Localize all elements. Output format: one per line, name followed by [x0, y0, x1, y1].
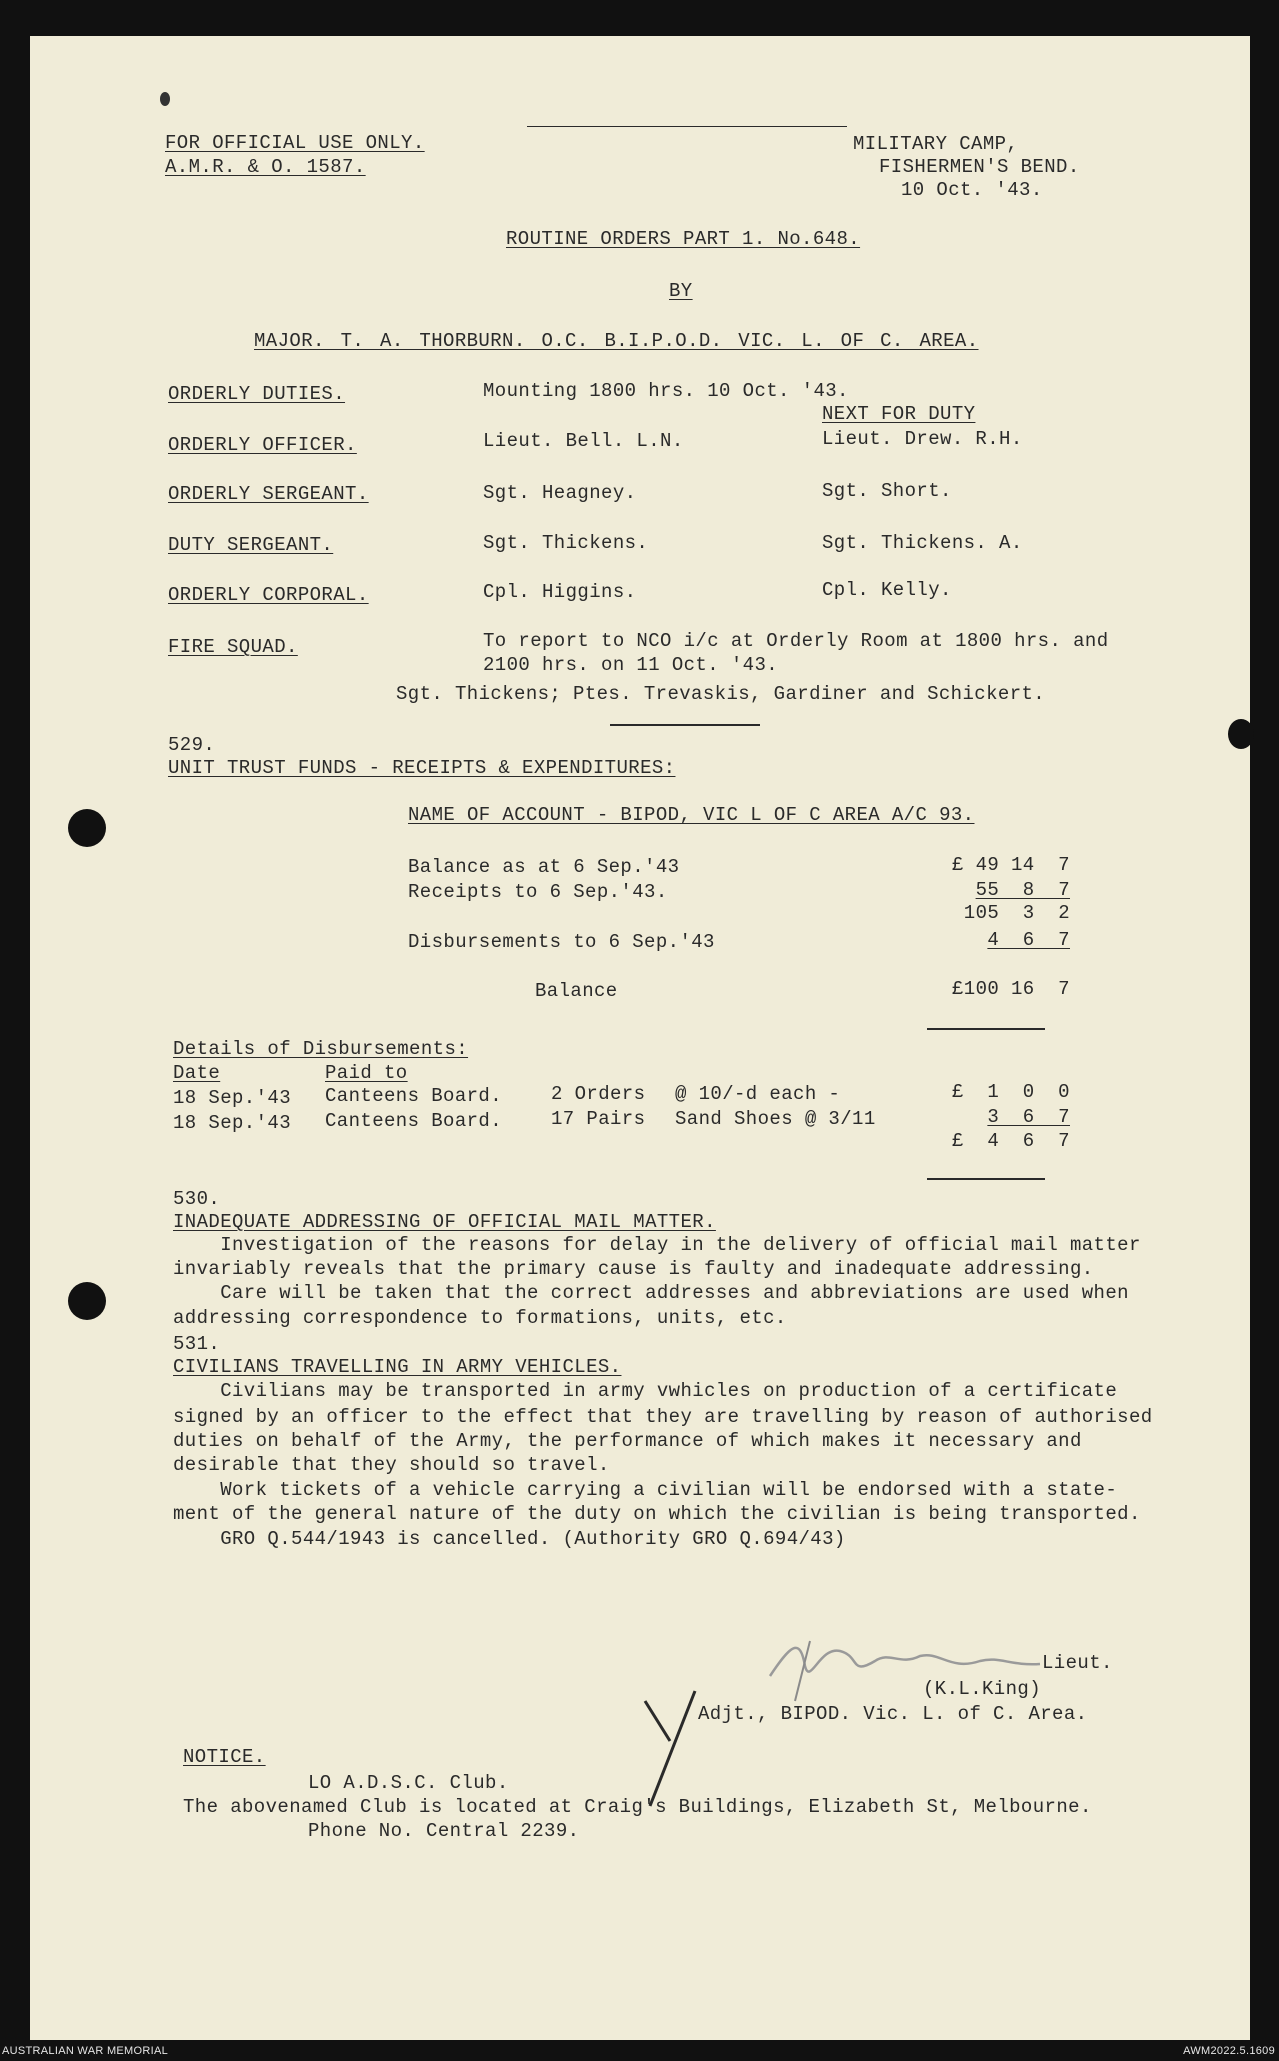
details-col-date: Date	[173, 1062, 221, 1084]
notice-heading: NOTICE.	[183, 1746, 266, 1768]
item-heading: INADEQUATE ADDRESSING OF OFFICIAL MAIL MATTER.	[173, 1211, 716, 1233]
detail-paid-to: Canteens Board.	[325, 1085, 503, 1107]
balance-label: Balance	[535, 980, 618, 1002]
ledger-amount: 55 8 7	[975, 879, 1070, 901]
staple-mark	[160, 92, 170, 106]
body-line: Care will be taken that the correct addresses and abbreviations are used when	[173, 1282, 1129, 1304]
details-heading: Details of Disbursements:	[173, 1038, 469, 1060]
orders-title: ROUTINE ORDERS PART 1. No.648.	[506, 228, 861, 250]
punch-hole-top	[68, 809, 106, 847]
detail-paid-to: Canteens Board.	[325, 1110, 503, 1132]
balance-amount: £100 16 7	[951, 978, 1070, 1000]
body-line: Work tickets of a vehicle carrying a civilian will be endorsed with a state-	[173, 1479, 1118, 1501]
classification: FOR OFFICIAL USE ONLY.	[165, 132, 425, 154]
duty-next: Sgt. Thickens. A.	[822, 532, 1023, 554]
duty-next: Lieut. Drew. R.H.	[822, 428, 1023, 450]
duty-role: ORDERLY CORPORAL.	[168, 584, 369, 606]
body-line: Investigation of the reasons for delay in the delivery of official mail matter	[173, 1234, 1141, 1256]
duty-role: DUTY SERGEANT.	[168, 534, 334, 556]
item-number: 529.	[168, 734, 216, 756]
next-for-duty-label: NEXT FOR DUTY	[822, 403, 976, 425]
signatory-rank: Lieut.	[1042, 1652, 1113, 1674]
body-line: desirable that they should so travel.	[173, 1454, 610, 1476]
by-line: BY	[669, 280, 693, 302]
body-line: GRO Q.544/1943 is cancelled. (Authority GRO Q.694/43)	[173, 1528, 846, 1550]
footer-source: AUSTRALIAN WAR MEMORIAL	[2, 2045, 169, 2057]
body-line: signed by an officer to the effect that they are travelling by reason of authorised	[173, 1406, 1153, 1428]
notice-line2: The abovenamed Club is located at Craig's Buildings, Elizabeth St, Melbourne.	[183, 1796, 1092, 1818]
authority-line: MAJOR. T. A. THORBURN. O.C. B.I.P.O.D. VIC. L. OF C. AREA.	[254, 330, 979, 352]
details-total: £ 4 6 7	[951, 1130, 1070, 1152]
detail-amount: £ 1 0 0	[951, 1081, 1070, 1103]
signatory-title: Adjt., BIPOD. Vic. L. of C. Area.	[698, 1703, 1088, 1725]
footer-accession: AWM2022.5.1609	[1183, 2045, 1275, 2057]
notice-line1: LO A.D.S.C. Club.	[308, 1772, 509, 1794]
duty-current: Mounting 1800 hrs. 10 Oct. '43.	[483, 380, 849, 402]
item-number: 531.	[173, 1333, 221, 1355]
duty-next: Sgt. Short.	[822, 480, 952, 502]
duty-current: Cpl. Higgins.	[483, 581, 637, 603]
duty-role: ORDERLY DUTIES.	[168, 383, 346, 405]
duty-current: Sgt. Heagney.	[483, 482, 637, 504]
section-divider	[610, 724, 760, 726]
ledger-amount: £ 49 14 7	[951, 854, 1070, 876]
signatory-name: (K.L.King)	[923, 1678, 1042, 1700]
detail-qty: 17 Pairs	[551, 1108, 646, 1130]
duty-next: Cpl. Kelly.	[822, 579, 952, 601]
fire-squad-line1: To report to NCO i/c at Orderly Room at 1800 hrs. and	[483, 630, 1109, 652]
notice-line3: Phone No. Central 2239.	[308, 1820, 580, 1842]
item-heading: UNIT TRUST FUNDS - RECEIPTS & EXPENDITURES:	[168, 757, 676, 779]
body-line: duties on behalf of the Army, the performance of which makes it necessary and	[173, 1430, 1082, 1452]
duty-current: Sgt. Thickens.	[483, 532, 649, 554]
body-line: addressing correspondence to formations, units, etc.	[173, 1307, 787, 1329]
detail-desc: @ 10/-d each -	[675, 1083, 841, 1105]
item-heading: CIVILIANS TRAVELLING IN ARMY VEHICLES.	[173, 1356, 622, 1378]
detail-date: 18 Sep.'43	[173, 1112, 292, 1134]
fire-squad-role: FIRE SQUAD.	[168, 636, 298, 658]
balance-rule	[927, 1028, 1045, 1030]
detail-desc: Sand Shoes @ 3/11	[675, 1108, 876, 1130]
ledger-label: Receipts to 6 Sep.'43.	[408, 881, 668, 903]
duty-role: ORDERLY SERGEANT.	[168, 483, 369, 505]
location-line2: FISHERMEN'S BEND.	[879, 156, 1080, 178]
duty-role: ORDERLY OFFICER.	[168, 434, 357, 456]
details-col-paid-to: Paid to	[325, 1062, 408, 1084]
body-line: ment of the general nature of the duty on which the civilian is being transported.	[173, 1503, 1141, 1525]
location-line1: MILITARY CAMP,	[853, 133, 1019, 155]
item-number: 530.	[173, 1188, 221, 1210]
fire-squad-line2: 2100 hrs. on 11 Oct. '43.	[483, 654, 779, 676]
total-rule	[927, 1178, 1045, 1180]
body-line: invariably reveals that the primary cause is faulty and inadequate addressing.	[173, 1258, 1094, 1280]
detail-date: 18 Sep.'43	[173, 1087, 292, 1109]
document-page	[30, 36, 1250, 2040]
duty-current: Lieut. Bell. L.N.	[483, 430, 684, 452]
edge-tear	[1228, 719, 1254, 749]
ledger-amount: 105 3 2	[963, 902, 1070, 924]
detail-amount: 3 6 7	[987, 1106, 1070, 1128]
ledger-label: Disbursements to 6 Sep.'43	[408, 931, 715, 953]
detail-qty: 2 Orders	[551, 1083, 646, 1105]
punch-hole-bottom	[68, 1282, 106, 1320]
document-date: 10 Oct. '43.	[901, 179, 1043, 201]
body-line: Civilians may be transported in army vwhicles on production of a certificate	[173, 1380, 1118, 1402]
header-rule	[527, 126, 847, 127]
fire-squad-line3: Sgt. Thickens; Ptes. Trevaskis, Gardiner and Schickert.	[396, 683, 1046, 705]
reference: A.M.R. & O. 1587.	[165, 156, 366, 178]
ledger-amount: 4 6 7	[987, 929, 1070, 951]
ledger-label: Balance as at 6 Sep.'43	[408, 856, 680, 878]
account-name: NAME OF ACCOUNT - BIPOD, VIC L OF C AREA A/C 93.	[408, 804, 975, 826]
signature-mark	[635, 1681, 705, 1811]
